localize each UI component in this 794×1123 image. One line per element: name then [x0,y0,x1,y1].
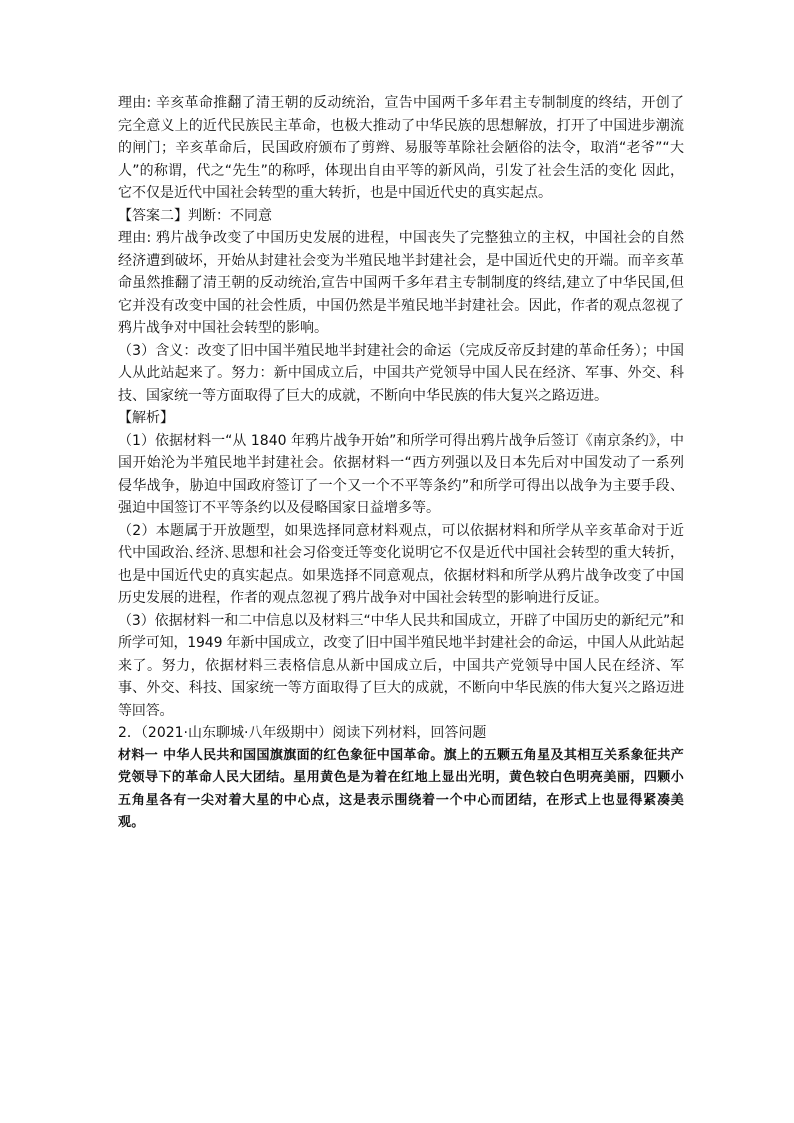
answer-part-3: （3）含义：改变了旧中国半殖民地半封建社会的命运（完成反帝反封建的革命任务）；中国人从此站起来了。努力：新中国成立后，中国共产党领导中国人民在经济、军事、外交、科技、国家统一等方面取得了巨大的成就，不断向中华民族的伟大复兴之路迈进。 [118,342,684,404]
material-one-text: 材料一 中华人民共和国国旗旗面的红色象征中国革命。旗上的五颗五角星及其相互关系象征共产党领导下的革命人民大团结。星用黄色是为着在红地上显出光明，黄色较白色明亮美丽，四颗小五角星各有一尖对着大星的中心点，这是表示围绕着一个中心而团结，在形式上也显得紧凑美观。 [118,747,684,830]
reason-paragraph-disagree: 理由: 鸦片战争改变了中国历史发展的进程，中国丧失了完整独立的主权，中国社会的自然经济遭到破坏，开始从封建社会变为半殖民地半封建社会，是中国近代史的开端。而辛亥革命虽然推翻了清王朝的反动统治,宣告中国两千多年君主专制制度的终结,建立了中华民国,但它并没有改变中国的社会性质，中国仍然是半殖民地半封建社会。因此，作者的观点忽视了鸦片战争对中国社会转型的影响。 [118,230,684,336]
question-2-stem: 2．（2021·山东聊城·八年级期中）阅读下列材料，回答问题 [118,725,487,741]
reason-paragraph-agree: 理由: 辛亥革命推翻了清王朝的反动统治，宣告中国两千多年君主专制制度的终结，开创了完全意义上的近代民族民主革命，也极大推动了中华民族的思想解放，打开了中国进步潮流的闸门；辛亥革命后，民国政府颁布了剪辫、易服等革除社会陋俗的法令，取消“老爷”“大人”的称谓，代之“先生”的称呼，体现出自由平等的新风尚，引发了社会生活的变化 因此，它不仅是近代中国社会转型的重大转折，也是中国近代史的真实起点。 [118,95,684,201]
answer-two-heading: 【答案二】判断：不同意 [118,207,272,224]
analysis-part-1: （1）依据材料一“从 1840 年鸦片战争开始”和所学可得出鸦片战争后签订《南京条约》，中国开始沦为半殖民地半封建社会。依据材料一“西方列强以及日本先后对中国发动了一系列侵华战争，胁迫中国政府签订了一个又一个不平等条约”和所学可得出以战争为主要手段、强迫中国签订不平等条约以及侵略国家日益增多等。 [118,432,684,516]
analysis-heading: 【解析】 [118,410,174,426]
answer-content [118,92,684,835]
analysis-part-3: （3）依据材料一和二中信息以及材料三“中华人民共和国成立，开辟了中国历史的新纪元”和所学可知，1949 年新中国成立，改变了旧中国半殖民地半封建社会的命运，中国人从此站起来了。努力，依据材料三表格信息从新中国成立后，中国共产党领导中国人民在经济、军事、外交、科技、国家统一等方面取得了巨大的成就，不断向中华民族的伟大复兴之路迈进等回答。 [118,612,684,719]
analysis-part-2: （2）本题属于开放题型，如果选择同意材料观点，可以依据材料和所学从辛亥革命对于近代中国政治､经济､思想和社会习俗变迁等变化说明它不仅是近代中国社会转型的重大转折，也是中国近代史的真实起点。如果选择不同意观点，依据材料和所学从鸦片战争改变了中国历史发展的进程，作者的观点忽视了鸦片战争对中国社会转型的影响进行反证。 [118,522,684,606]
